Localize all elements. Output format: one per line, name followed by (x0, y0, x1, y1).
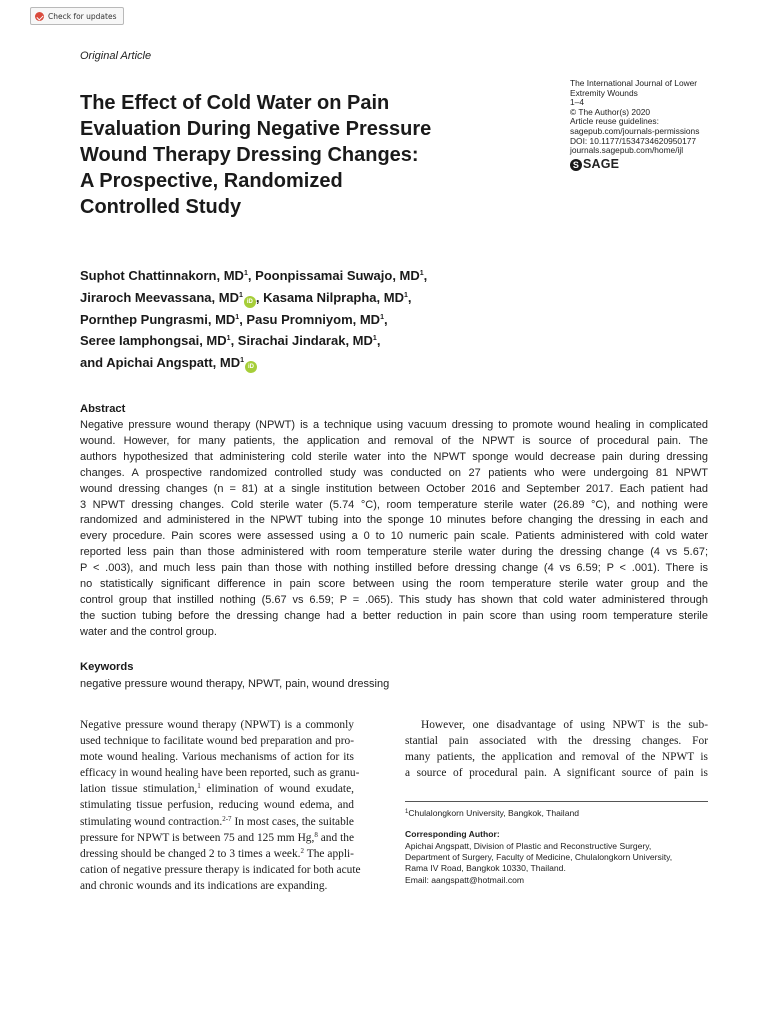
sage-logo-icon: S (570, 159, 582, 171)
journal-pages: 1–4 (570, 97, 584, 108)
author-name: Pornthep Pungrasmi, MD (80, 311, 236, 327)
orcid-icon[interactable]: iD (245, 361, 257, 373)
body-line: and chronic wounds and its indications are expanding. (80, 879, 328, 892)
title-line: Evaluation During Negative Pressure (80, 118, 432, 140)
footnote-divider (405, 801, 708, 802)
abstract-line: wound. However, for many patients, the application and removal of the NPWT is source of procedural pain. The (80, 434, 708, 447)
citation[interactable]: 8 (314, 830, 318, 839)
abstract-body (80, 418, 708, 641)
check-for-updates-label: Check for updates (48, 11, 117, 21)
body-line: stimulating tissue perfusion, reducing wound edema, and (80, 799, 354, 812)
journal-home-link[interactable]: journals.sagepub.com/home/ijl (570, 145, 684, 156)
title-line: Controlled Study (80, 196, 242, 218)
affiliation-mark: 1 (238, 291, 243, 299)
abstract-line: water and the control group. (80, 625, 217, 638)
check-icon (35, 12, 44, 21)
check-for-updates-badge[interactable] (30, 7, 124, 25)
abstract-line: the suction tubing before the dressing change had a better reduction in pain score than using room temperature sterile (80, 609, 708, 622)
abstract-line: 3 NPWT dressing changes. Cold sterile water (5.74 °C), room temperature sterile water (26.89 °C), and nothing were (80, 498, 708, 511)
journal-name: The International Journal of Lower (570, 78, 698, 88)
affiliation-mark: 1 (235, 313, 240, 321)
author-line (80, 351, 640, 373)
abstract-line: wound dressing changes (n = 81) at a single institution between October 2016 and September 2017. Each patient had (80, 482, 708, 495)
body-text: The appli- (304, 847, 354, 860)
corresponding-author-line: Department of Surgery, Faculty of Medicine, Chulalongkorn University, (405, 852, 673, 863)
abstract-line: reported less pain than those administered with room temperature sterile water during the dressing change (4 vs 5.67; (80, 546, 708, 559)
author-separator: , (407, 289, 412, 305)
corresponding-author-line: Apichai Angspatt, Division of Plastic and Reconstructive Surgery, (405, 841, 652, 851)
affiliation-mark: 1 (240, 356, 245, 364)
body-text: elimination of wound exudate, (200, 783, 354, 796)
title-line: Wound Therapy Dressing Changes: (80, 144, 419, 166)
author-name: Jiraroch Meevassana, MD (80, 289, 239, 305)
author-list (80, 264, 640, 373)
abstract-line: no statistically significant difference in pain score between using the room temperature sterile water group and the (80, 578, 708, 591)
affiliation-mark: 1 (405, 809, 409, 815)
abstract-heading: Abstract (80, 403, 126, 415)
citation[interactable]: 1 (197, 782, 201, 791)
body-line (80, 830, 354, 846)
author-line (80, 286, 640, 308)
body-line: many patients, the application and removal of the NPWT is (405, 751, 708, 764)
title-line: The Effect of Cold Water on Pain (80, 92, 390, 114)
corresponding-author-heading: Corresponding Author: (405, 829, 500, 839)
body-column-right (405, 717, 708, 781)
author-line (80, 329, 640, 351)
body-text: pressure for NPWT is between 75 and 125 mm Hg, (80, 831, 315, 844)
body-text: dressing should be changed 2 to 3 times a week. (80, 847, 301, 860)
body-text: In most cases, the suitable (231, 815, 354, 828)
body-line (80, 846, 354, 862)
reuse-guidelines-label: Article reuse guidelines: (570, 116, 659, 127)
corresponding-author-email[interactable]: Email: aangspatt@hotmail.com (405, 874, 525, 885)
author-name: , Pasu Promniyom, MD (239, 311, 381, 327)
affiliation-mark: 1 (380, 313, 384, 321)
doi-link[interactable]: DOI: 10.1177/1534734620950177 (570, 135, 697, 146)
author-line (80, 264, 640, 286)
body-line: stantial pain associated with the dressing changes. For (405, 735, 708, 748)
corresponding-author-details (405, 841, 715, 886)
abstract-line: changes. A prospective randomized controlled study was conducted on 27 patients who were undergoing 81 NPWT (80, 466, 708, 479)
body-line (80, 781, 354, 797)
corresponding-author-line: Rama IV Road, Bangkok 10330, Thailand. (405, 863, 566, 874)
author-name: , Sirachai Jindarak, MD (230, 333, 373, 348)
body-line: Negative pressure wound therapy (NPWT) is a commonly (80, 719, 354, 731)
author-name: , Poonpissamai Suwajo, MD (247, 268, 420, 283)
affiliation-mark: 1 (243, 270, 248, 277)
body-line: mote wound healing. Various mechanisms of action for its (80, 751, 354, 764)
author-separator: , (376, 333, 381, 348)
affiliation-text: Chulalongkorn University, Bangkok, Thailand (408, 808, 580, 818)
affiliation-mark: 1 (419, 270, 424, 277)
keywords-heading: Keywords (80, 661, 134, 673)
orcid-icon[interactable]: iD (244, 296, 256, 308)
article-type: Original Article (80, 50, 152, 62)
author-name: Suphot Chattinnakorn, MD (80, 268, 244, 283)
author-name: Seree Iamphongsai, MD (80, 333, 227, 348)
abstract-line: P < .003), and much less pain than those with nothing instilled before dressing change (4 vs 6.59; P < .001). There is (80, 562, 708, 575)
body-column-left (80, 717, 361, 894)
author-separator: , (423, 268, 428, 283)
body-line: a source of procedural pain. A significant source of pain is (405, 767, 708, 780)
author-name: and Apichai Angspatt, MD (80, 354, 241, 370)
affiliation-mark: 1 (372, 335, 377, 342)
body-line: used technique to facilitate wound bed preparation and pro- (80, 735, 354, 748)
body-line: However, one disadvantage of using NPWT is the sub- (421, 719, 708, 731)
title-line: A Prospective, Randomized (80, 170, 343, 192)
citation[interactable]: 2-7 (222, 814, 232, 823)
abstract-line: Negative pressure wound therapy (NPWT) is a technique using vacuum dressing to promote wound healing in complicated (80, 419, 708, 431)
journal-info (570, 79, 740, 171)
affiliation-mark: 1 (226, 335, 231, 342)
journal-copyright: © The Author(s) 2020 (570, 106, 651, 117)
author-name: , Kasama Nilprapha, MD (255, 289, 404, 305)
body-line: cation of negative pressure therapy is indicated for both acute (80, 863, 361, 876)
keywords-list: negative pressure wound therapy, NPWT, pain, wound dressing (80, 678, 390, 690)
body-line (80, 814, 354, 830)
body-text: and the (317, 831, 355, 844)
abstract-line: randomized and administered in the NPWT tubing into the sponge 10 minutes before changing the dressing in each and (80, 514, 708, 527)
author-separator: , (383, 311, 388, 327)
article-title (80, 90, 520, 220)
body-line: efficacy in wound healing have been reported, such as granu- (80, 767, 360, 780)
abstract-line: control group that instilled nothing (5.67 vs 6.59; P = .065). This study has shown that cold water administered through (80, 593, 708, 606)
reuse-guidelines-link[interactable]: sagepub.com/journals-permissions (570, 125, 700, 136)
author-line (80, 308, 640, 330)
abstract-line: authors hypothesized that administering cold sterile water into the NPWT sponge would decrease pain during dressing (80, 450, 708, 463)
journal-name: Extremity Wounds (570, 87, 638, 98)
body-text: stimulating wound contraction. (80, 815, 223, 828)
affiliation-mark: 1 (403, 291, 408, 299)
body-text: lation tissue stimulation, (80, 783, 198, 796)
abstract-line: every procedure. Pain scores were assessed using a 0 to 10 numeric pain scale. Patients administered with cold water (80, 530, 708, 543)
publisher-name: SAGE (583, 156, 620, 171)
affiliation-footnote (405, 808, 715, 819)
citation[interactable]: 2 (300, 846, 304, 855)
publisher-logo (570, 156, 740, 171)
